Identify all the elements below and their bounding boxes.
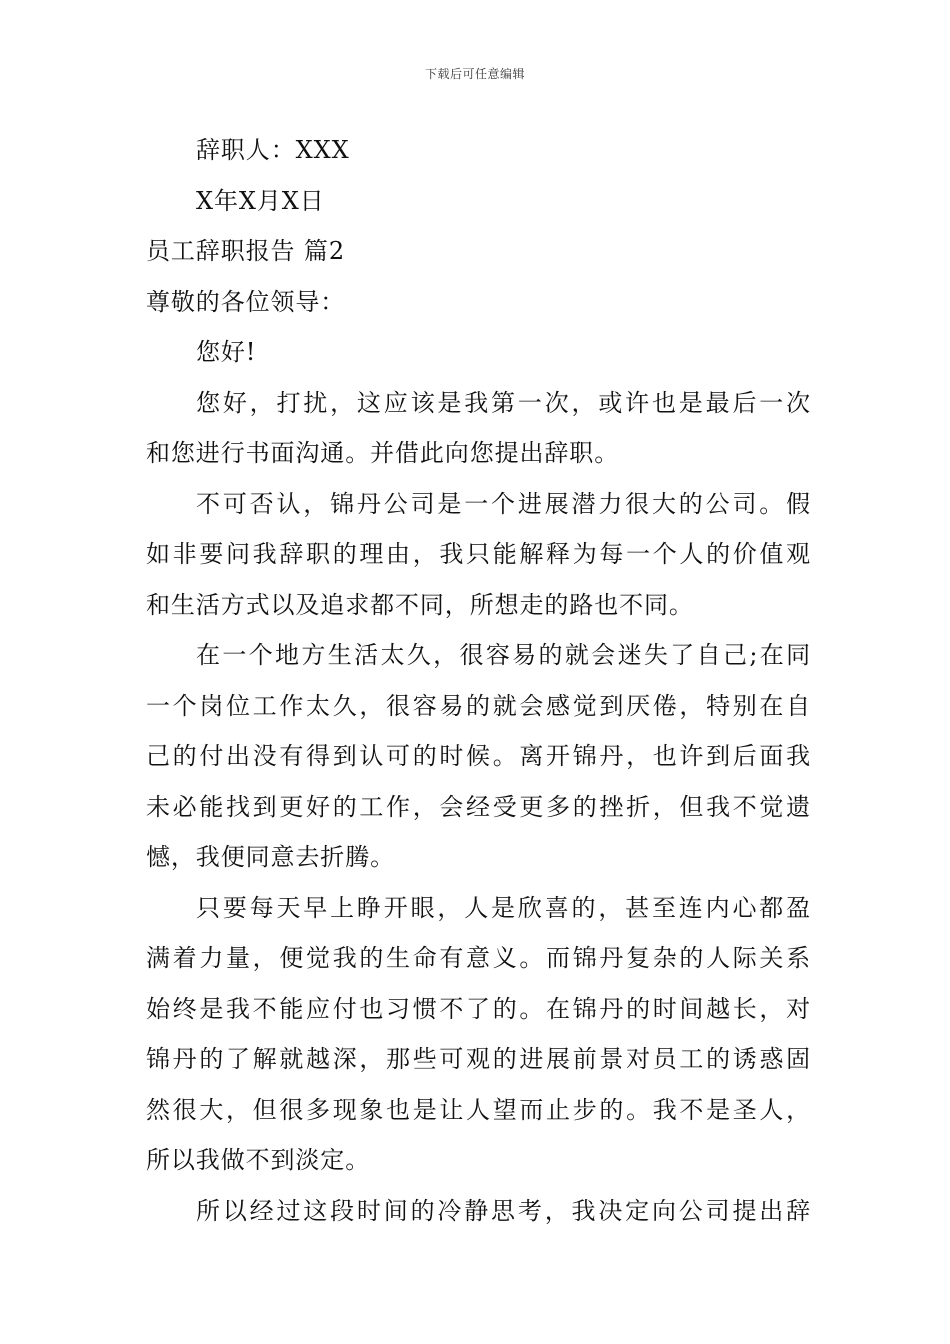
paragraph-line: 己的付出没有得到认可的时候。离开锦丹，也许到后面我 (146, 742, 811, 770)
paragraph-line: 和您进行书面沟通。并借此向您提出辞职。 (146, 439, 620, 467)
date-line: X年X月X日 (196, 186, 325, 215)
page-header-note: 下载后可任意编辑 (424, 67, 525, 81)
document-body (146, 125, 811, 1236)
paragraph-line: 如非要问我辞职的理由，我只能解释为每一个人的价值观 (146, 540, 811, 568)
paragraph-line: 所以我做不到淡定。 (146, 1146, 371, 1174)
paragraph-line: 憾，我便同意去折腾。 (146, 843, 395, 871)
paragraph-line: 始终是我不能应付也习惯不了的。在锦丹的时间越长，对 (146, 994, 811, 1023)
paragraph-line: 和生活方式以及追求都不同，所想走的路也不同。 (146, 590, 694, 619)
paragraph-line: 在一个地方生活太久，很容易的就会迷失了自己;在同 (196, 641, 811, 669)
signature-line: 辞职人：XXX (196, 136, 350, 164)
paragraph-line: 只要每天早上睁开眼，人是欣喜的，甚至连内心都盈 (196, 893, 811, 922)
paragraph-line: 所以经过这段时间的冷静思考，我决定向公司提出辞 (196, 1196, 811, 1225)
salutation: 尊敬的各位领导： (146, 287, 346, 316)
paragraph-line: 一个岗位工作太久，很容易的就会感觉到厌倦，特别在自 (146, 691, 811, 720)
paragraph-line: 不可否认，锦丹公司是一个进展潜力很大的公司。假 (196, 489, 811, 518)
paragraph-line: 未必能找到更好的工作，会经受更多的挫折，但我不觉遗 (146, 792, 811, 821)
paragraph-line: 然很大，但很多现象也是让人望而止步的。我不是圣人， (146, 1095, 811, 1124)
section-title: 员工辞职报告 篇2 (146, 237, 345, 265)
greeting: 您好! (196, 338, 257, 366)
paragraph-line: 锦丹的了解就越深，那些可观的进展前景对员工的诱惑固 (146, 1045, 811, 1073)
paragraph-line: 您好，打扰，这应该是我第一次，或许也是最后一次 (196, 388, 811, 417)
paragraph-line: 满着力量，便觉我的生命有意义。而锦丹复杂的人际关系 (146, 944, 811, 972)
